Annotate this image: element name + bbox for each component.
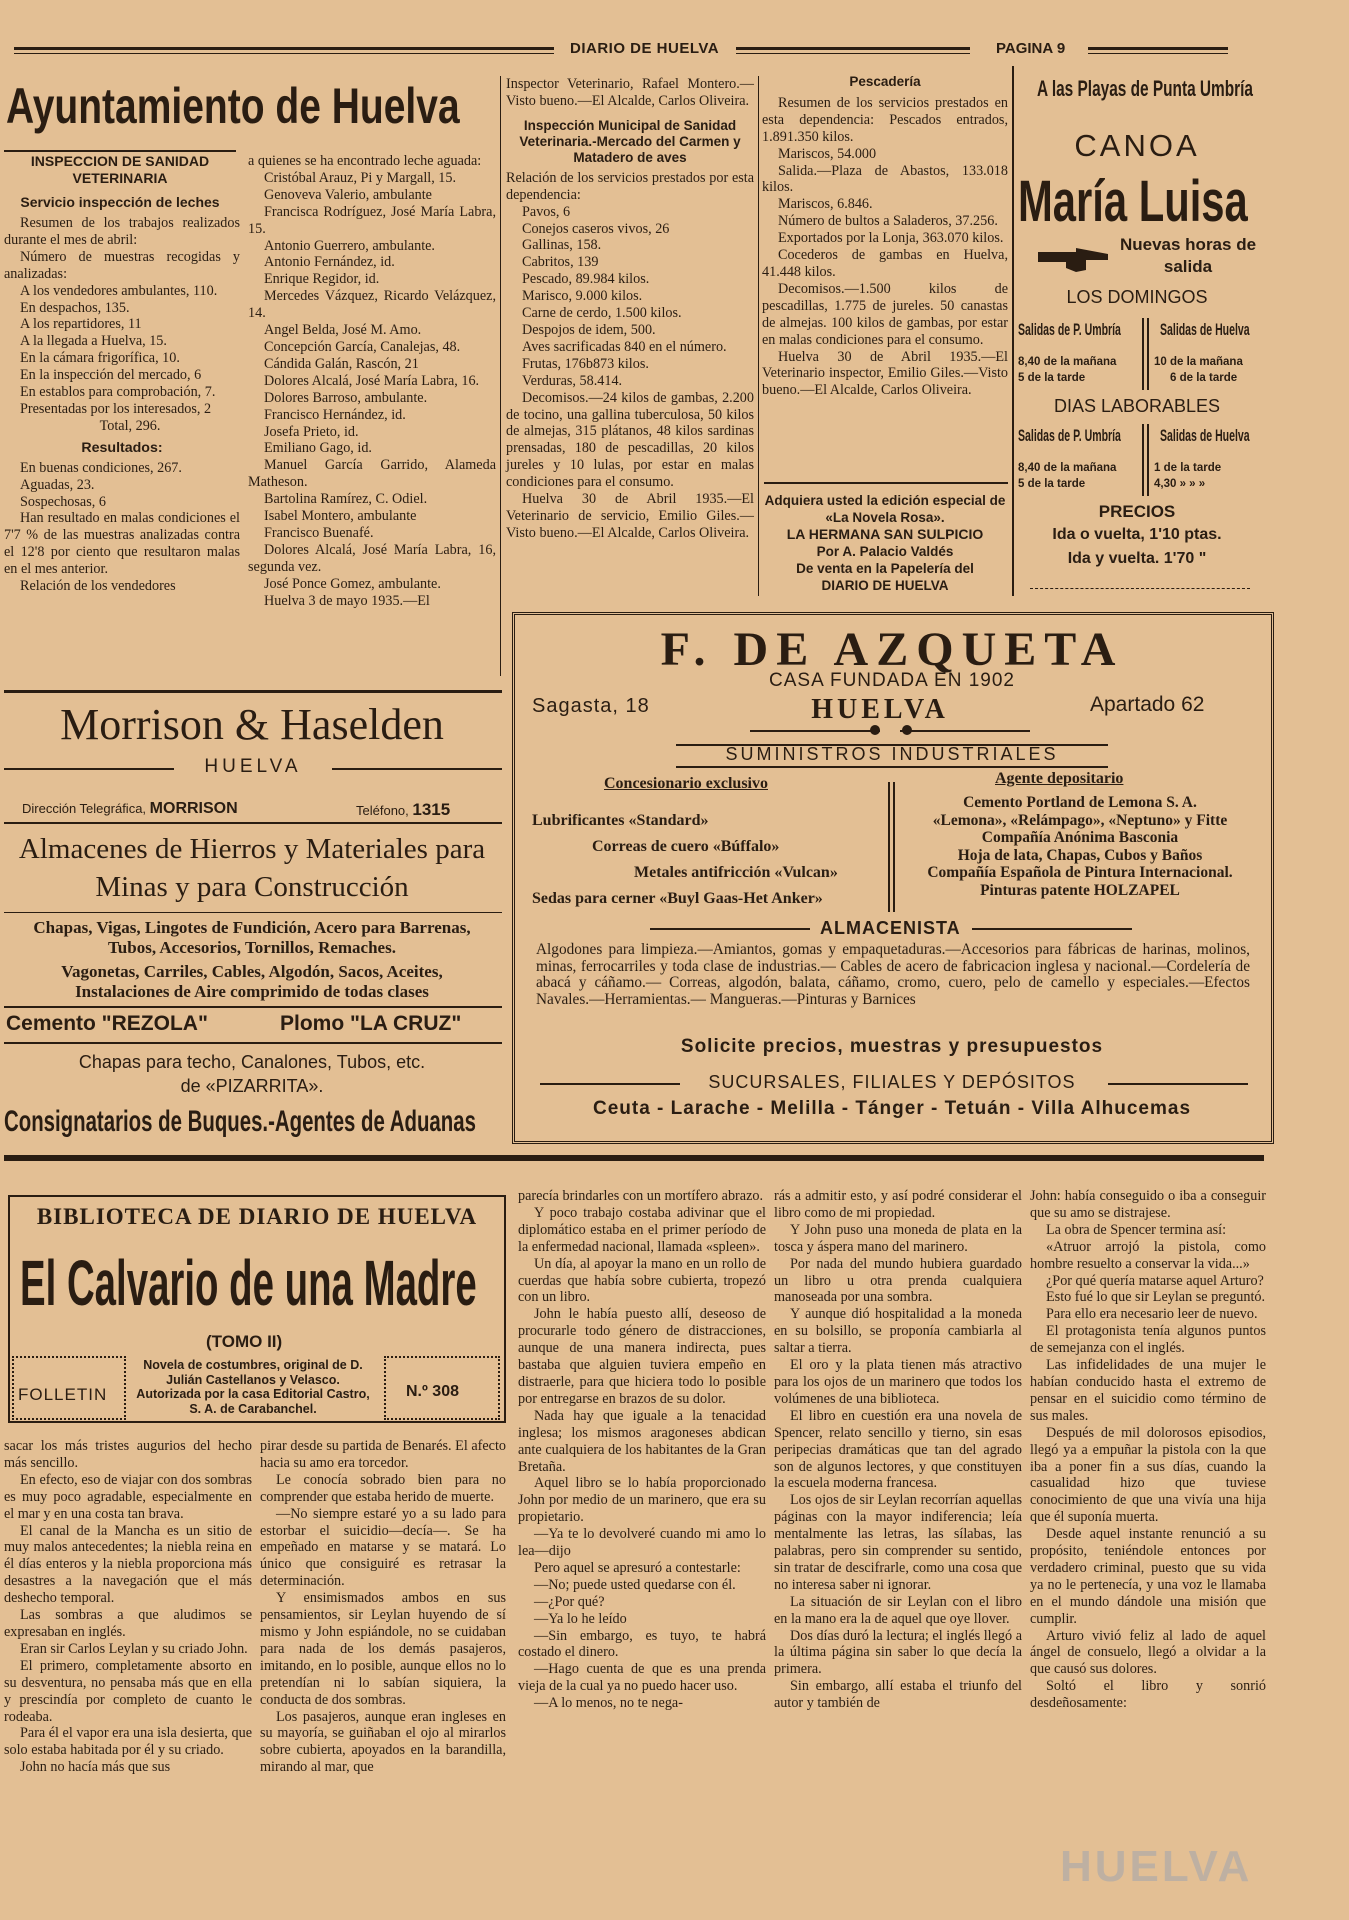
price-round-trip: Ida y vuelta. 1'70 " (1067, 550, 1207, 567)
almacenista-text: Algodones para limpieza.—Amiantos, gomas y empaquetaduras.—Accesorios para fábricas de harinas, molinos, minas, ferrocarriles y toda clase de industrias.— Cables de acero de fabricacion inglesa y nacional.—Cordelería de abacá y cáñamo.— Correas, algodón, balata, cáñamo, cromo, cuero, pelo de camello y especiales.—Efectos Navales.—Herramientas.— Mangueras.—Pinturas y Barnices (536, 941, 1250, 1008)
maria-luisa: María Luisa (1018, 169, 1248, 234)
apartado: Apartado 62 (1090, 693, 1205, 716)
leches-heading: Servicio inspección de leches (20, 194, 220, 210)
almacenista-heading: ALMACENISTA (820, 918, 961, 938)
azqueta-name: F. DE AZQUETA (660, 623, 1124, 676)
novel-column-2: pirar desde su partida de Benarés. El afecto hacia su amo era torcedor. Le conocía sobrado bien para no comprender que estaba herido de muerte. —No siempre estaré yo a su lado para estorbar el suicidio—decía—. Se ha empeñado en matarse y se matará. Lo único que consiguiré es retrasar la determinación. Y ensimismados ambos en sus pensamientos, sir Leylan huyendo de sí mismo y John espiándole, no se cuidaban para nada de los demás pasajeros, imitando, en lo posible, aunque ellos no lo pretendían ni lo sabían siquiera, la conducta de dos sombras. Los pasajeros, aunque eran ingleses en su mayoría, se guiñaban el ojo al mirarlos sobre cubierta, apoyados en la barandilla, mirando al mar, que (260, 1438, 506, 1776)
novel-column-3: parecía brindarles con un mortífero abrazo. Y poco trabajo costaba adivinar que el diplomático estaba en el primer período de la enfermedad nacional, llamada «spleen». Un día, al apoyar la mano en un rollo de cuerdas que había sobre cubierta, tropezó con un libro. John le había puesto allí, deseoso de procurarle todo género de distracciones, aunque de una manera indirecta, pues bastaba que alguien tuviera empeño en distraerle, para que hiciera todo lo posible por entregarse en brazos de su dolor. Nada hay que iguale a la tenacidad inglesa; los mismos aragoneses abdican ante cualquiera de los habitantes de la Gran Bretaña. Aquel libro se lo había proporcionado John por medio de un marinero, que era su propietario. —Ya te lo devolveré cuando mi amo lo lea—dijo Pero aquel se apresuró a contestarle: —No; puede usted quedarse con él. —¿Por qué? —Ya lo he leído —Sin embargo, es tuyo, te habrá costado el dinero. —Hago cuenta de que es una prenda vieja de la cual ya no puedo hacer uso. —A lo menos, no te nega- (518, 1188, 766, 1712)
leches-column-1: Resumen de los trabajos realizados durante el mes de abril: Número de muestras recogidas y analizadas: A los vendedores ambulantes, 110. En despachos, 135. A los repartidores, 11 A la llegada a Huelva, 15. En la cámara frigorífica, 10. En la inspección del mercado, 6 En establos para comprobación, 7. Presentadas por los interesados, 2 Total, 296. Resultados: En buenas condiciones, 267. Aguadas, 23. Sospechosas, 6 Han resultado en malas condiciones el 7'7 % de las muestras analizadas contra el 12'8 por ciento que resultaron malas en el mes anterior. Relación de los vendedores (4, 215, 240, 595)
page-number: PAGINA 9 (996, 40, 1066, 57)
solicite-precios: Solicite precios, muestras y presupuestos (680, 1036, 1104, 1057)
agente-list: Cemento Portland de Lemona S. A. «Lemona», «Relámpago», «Neptuno» y Fitte Compañía Anónima Basconia Hoja de lata, Chapas, Cubos y Baños Compañía Española de Pintura Internacional. Pinturas patente HOLZAPEL (927, 794, 1233, 899)
concesionario-list: Lubrificantes «Standard» Correas de cuero «Búffalo» Metales antifricción «Vulcan» Sedas para cerner «Buyl Gaas-Het Anker» (532, 812, 838, 907)
sucursales-heading: SUCURSALES, FILIALES Y DEPÓSITOS (708, 1072, 1076, 1092)
casa-fundada: CASA FUNDADA EN 1902 (769, 670, 1015, 691)
hand-pointer-icon (1036, 246, 1110, 274)
laborables-schedule: Salidas de P. Umbría Salidas de Huelva 8,40 de la mañana 5 de la tarde 1 de la tarde 4,30 » » » (1014, 422, 1260, 498)
plomo-la-cruz: Plomo "LA CRUZ" (280, 1012, 462, 1035)
ciudades: Ceuta - Larache - Melilla - Tánger - Tetuán - Villa Alhucemas (592, 1098, 1192, 1119)
sagasta-address: Sagasta, 18 (532, 695, 650, 717)
tomo: (TOMO II) (206, 1332, 283, 1351)
novel-column-1: sacar los más tristes augurios del hecho más sencillo. En efecto, eso de viajar con dos sombras es muy poco agradable, especialmente en el mar y en una costa tan brava. El canal de la Mancha es un sitio de muy malos antecedentes; la niebla reina en él días enteros y la niebla proporciona más desastres a la navegación que el más deshecho temporal. Las sombras a que aludimos se expresaban en inglés. Eran sir Carlos Leylan y su criado John. El primero, completamente absorto en su desventura, no pensaba más que en ella y prescindía por completo de cuanto le rodeaba. Para él el vapor era una isla desierta, que solo estaba habitada por él y su criado. John no hacía más que sus (4, 1438, 253, 1776)
novela-rosa-ad: Adquiera usted la edición especial de «La Novela Rosa». LA HERMANA SAN SULPICIO Por A. Palacio Valdés De venta en la Papelería del DIARIO DE HUELVA (764, 493, 1006, 593)
direccion-telegrafica: Dirección Telegráfica, MORRISON (22, 800, 238, 817)
biblioteca-heading: BIBLIOTECA DE DIARIO DE HUELVA (36, 1204, 478, 1229)
morrison-products: Chapas, Vigas, Lingotes de Fundición, Acero para Barrenas, Tubos, Accesorios, Tornillos, Remaches. Vagonetas, Carriles, Cables, Algodón, Sacos, Aceites, Instalaciones de Aire comprimido de todas clases (33, 918, 471, 1001)
canoa-label: CANOA (1074, 128, 1200, 163)
morrison-city: HUELVA (204, 756, 302, 777)
ayuntamiento-title: Ayuntamiento de Huelva (6, 78, 460, 134)
suministros-heading: SUMINISTROS INDUSTRIALES (725, 744, 1059, 764)
precios-heading: PRECIOS (1098, 502, 1176, 521)
nuevas-horas: Nuevas horas de salida (1119, 235, 1257, 276)
domingos-schedule: Salidas de P. Umbría Salidas de Huelva 8,40 de la mañana 5 de la tarde 10 de la mañana 6 de la tarde (1014, 316, 1260, 392)
price-one-way: Ida o vuelta, 1'10 ptas. (1052, 526, 1222, 543)
sanidad-heading: INSPECCION DE SANIDAD VETERINARIA (30, 153, 210, 186)
chapas-line: Chapas para techo, Canalones, Tubos, etc. de «PIZARRITA». (78, 1052, 426, 1096)
agente-heading: Agente depositario (995, 770, 1124, 787)
mercado-column: Inspector Veterinario, Rafael Montero.—Visto bueno.—El Alcalde, Carlos Oliveira. Inspección Municipal de Sanidad Veterinaria.-Mercado del Carmen y Matadero de aves Relación de los servicios prestados por esta dependencia: Pavos, 6 Conejos caseros vivos, 26 Gallinas, 158. Cabritos, 139 Pescado, 89.984 kilos. Marisco, 9.000 kilos. Carne de cerdo, 1.500 kilos. Despojos de idem, 500. Aves sacrificadas 840 en el número. Frutas, 176b873 kilos. Verduras, 58.414. Decomisos.—24 kilos de gambas, 2.200 de tocino, una gallina tuberculosa, 50 kilos de almejas, 315 plátanos, 48 kilos sardinas prensadas, 180 de pescadillas, 20 kilos jureles y 10 lulas, por estar en malas condiciones para el consumo. Huelva 30 de Abril 1935.—El Veterinario de servicio, Emilio Giles.—Visto bueno.—El Alcalde, Carlos Oliveira. (506, 76, 754, 541)
folletin-title: El Calvario de una Madre (20, 1247, 477, 1319)
morrison-name: Morrison & Haselden (60, 700, 444, 749)
folletin-number: N.º 308 (406, 1383, 459, 1400)
watermark-huelva: HUELVA (1060, 1842, 1253, 1891)
newspaper-name: DIARIO DE HUELVA (570, 40, 720, 57)
novel-column-5: John: había conseguido o iba a conseguir que su amo se distrajese. La obra de Spencer termina así: «Atruor arrojó la pistola, como hombre resuelto a conservar la vida...» ¿Por qué quería matarse aquel Arturo? Esto fué lo que sir Leylan se preguntó. Para ello era necesario leer de nuevo. El protagonista tenía algunos puntos de semejanza con el inglés. Las infidelidades de una mujer le habían conducido hasta el extremo de pensar en el suicidio como término de sus males. Después de mil dolorosos episodios, llegó ya a empuñar la pistola con la que iba a poner fin a sus días, cuando la casualidad hizo que tuviese conocimiento de que una vivía una hija que él suponía muerta. Desde aquel instante renunció a su propósito, teniéndole entonces por verdadero criminal, puesto que su vida ya no le pertenecía, y una voz le llamaba en el mundo dándole una misión que cumplir. Arturo vivió feliz al lado de aquel ángel de consuelo, llegó a olvidar a la que causó sus dolores. Soltó el libro y sonrió desdeñosamente: (1030, 1188, 1266, 1712)
consignatarios: Consignatarios de Buques.-Agentes de Aduanas (4, 1105, 476, 1138)
laborables-heading: DIAS LABORABLES (1053, 396, 1221, 416)
cemento-rezola: Cemento "REZOLA" (6, 1012, 208, 1035)
novela-description: Novela de costumbres, original de D. Julián Castellanos y Velasco. Autorizada por la casa Editorial Castro, S. A. de Carabanchel. (136, 1358, 370, 1416)
pescaderia-column: Pescadería Resumen de los servicios prestados en esta dependencia: Pescados entrados, 1.891.350 kilos. Mariscos, 54.000 Salida.—Plaza de Abastos, 133.018 kilos. Mariscos, 6.846. Número de bultos a Saladeros, 37.256. Exportados por la Lonja, 363.070 kilos. Cocederos de gambas en Huelva, 41.448 kilos. Decomisos.—1.500 kilos de pescadillas, 1.775 de jureles. 50 canastas de almejas. 100 kilos de gambas, por estar en malas condiciones para el consumo. Huelva 30 de Abril 1935.—El Veterinario inspector, Emilio Giles.—Visto bueno.—El Alcalde, Carlos Oliveira. (762, 74, 1008, 399)
leches-column-2: a quienes se ha encontrado leche aguada: Cristóbal Arauz, Pi y Margall, 15. Genoveva Valerio, ambulante Francisca Rodríguez, José María Labra, 15. Antonio Guerrero, ambulante. Antonio Fernández, id. Enrique Regidor, id. Mercedes Vázquez, Ricardo Velázquez, 14. Angel Belda, José M. Amo. Concepción García, Canalejas, 48. Cándida Galán, Rascón, 21 Dolores Alcalá, José María Labra, 16. Dolores Barroso, ambulante. Francisco Hernández, id. Josefa Prieto, id. Emiliano Gago, id. Manuel García Garrido, Alameda Matheson. Bartolina Ramírez, C. Odiel. Isabel Montero, ambulante Francisco Buenafé. Dolores Alcalá, José María Labra, 16, segunda vez. José Ponce Gomez, ambulante. Huelva 3 de mayo 1935.—El (248, 153, 496, 609)
telefono: Teléfono, 1315 (356, 800, 451, 819)
domingos-heading: LOS DOMINGOS (1066, 287, 1208, 307)
azqueta-huelva: HUELVA (811, 694, 949, 725)
almacenes-heading: Almacenes de Hierros y Materiales para Minas y para Construcción (18, 833, 486, 903)
canoa-top: A las Playas de Punta Umbría (1037, 76, 1253, 101)
folletin-label: FOLLETIN (18, 1385, 108, 1404)
novel-column-4: rás a admitir esto, y así podré considerar el libro como de mi propiedad. Y John puso una moneda de plata en la tosca y áspera mano del marinero. Por nada del mundo hubiera guardado un libro u otra prenda cualquiera manoseada por una sombra. Y aunque dió hospitalidad a la moneda en su bolsillo, se proponía cambiarla al saltar a tierra. El oro y la plata tienen más atractivo para los ojos de un marinero que todos los volúmenes de una biblioteca. El libro en cuestión era una novela de Spencer, relato sencillo y tierno, sin esas peripecias dramáticas que tan del agrado son de algunos lectores, y que constituyen la escuela moderna francesa. Los ojos de sir Leylan recorrían aquellas páginas con la mayor indiferencia; leía mentalmente las letras, las sílabas, las palabras, pero sin comprender su sentido, sin tratar de descifrarle, como una cosa que no interesa saber ni ignorar. La situación de sir Leylan con el libro en la mano era la de aquel que oye llover. Dos días duró la lectura; el inglés llegó a la última página sin saber lo que decía la primera. Sin embargo, allí estaba el triunfo del autor y también de (774, 1188, 1022, 1712)
concesionario-heading: Concesionario exclusivo (604, 775, 768, 792)
